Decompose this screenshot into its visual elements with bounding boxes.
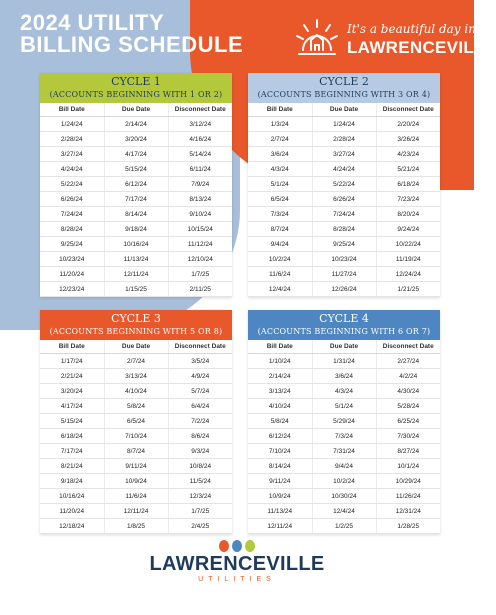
- disconnect-date-cell: 10/1/24: [376, 459, 440, 474]
- bill-date-cell: 2/28/24: [40, 132, 104, 147]
- table-row: [40, 369, 232, 384]
- disconnect-date-cell: 4/30/24: [376, 384, 440, 399]
- due-date-cell: 7/10/24: [104, 429, 168, 444]
- disconnect-date-cell: 2/4/25: [168, 519, 232, 534]
- bill-date-cell: 2/14/24: [248, 369, 312, 384]
- table-row: [248, 474, 440, 489]
- disconnect-date-cell: 4/2/24: [376, 369, 440, 384]
- bill-date-cell: 1/10/24: [248, 354, 312, 369]
- bill-date-cell: 3/6/24: [248, 147, 312, 162]
- disconnect-date-cell: 10/29/24: [376, 474, 440, 489]
- table-row: [40, 282, 232, 297]
- table-row: [248, 177, 440, 192]
- column-header-due-date: Due Date: [104, 340, 168, 354]
- table-row: [40, 177, 232, 192]
- water-drop-icon: [232, 540, 242, 552]
- bill-date-cell: 1/17/24: [40, 354, 104, 369]
- disconnect-date-cell: 7/9/24: [168, 177, 232, 192]
- table-row: [248, 399, 440, 414]
- due-date-cell: 1/8/25: [104, 519, 168, 534]
- table-row: [248, 192, 440, 207]
- cycle-2-header: [248, 73, 440, 103]
- bill-date-cell: 11/20/24: [40, 504, 104, 519]
- table-row: [40, 222, 232, 237]
- disconnect-date-cell: 9/24/24: [376, 222, 440, 237]
- cycle-4-header: [248, 310, 440, 340]
- due-date-cell: 8/7/24: [104, 444, 168, 459]
- disconnect-date-cell: 5/21/24: [376, 162, 440, 177]
- due-date-cell: 5/29/24: [312, 414, 376, 429]
- bill-date-cell: 6/18/24: [40, 429, 104, 444]
- due-date-cell: 5/8/24: [104, 399, 168, 414]
- table-row: [248, 429, 440, 444]
- title-line-2: BILLING SCHEDULE: [20, 32, 244, 57]
- cycle-2-title: CYCLE 2: [319, 75, 369, 88]
- table-row: [40, 384, 232, 399]
- due-date-cell: 11/27/24: [312, 267, 376, 282]
- cycle-4-subtitle: (ACCOUNTS BEGINNING WITH 6 OR 7): [257, 327, 431, 336]
- disconnect-date-cell: 4/23/24: [376, 147, 440, 162]
- disconnect-date-cell: 2/20/24: [376, 117, 440, 132]
- table-row: [40, 267, 232, 282]
- due-date-cell: 3/6/24: [312, 369, 376, 384]
- bill-date-cell: 5/1/24: [248, 177, 312, 192]
- bill-date-cell: 6/5/24: [248, 192, 312, 207]
- disconnect-date-cell: 10/15/24: [168, 222, 232, 237]
- due-date-cell: 12/11/24: [104, 267, 168, 282]
- table-row: [40, 429, 232, 444]
- disconnect-date-cell: 8/6/24: [168, 429, 232, 444]
- bill-date-cell: 8/28/24: [40, 222, 104, 237]
- disconnect-date-cell: 5/7/24: [168, 384, 232, 399]
- due-date-cell: 9/25/24: [312, 237, 376, 252]
- table-row: [248, 519, 440, 534]
- cycle-4-table: [248, 340, 440, 534]
- due-date-cell: 10/2/24: [312, 474, 376, 489]
- due-date-cell: 4/10/24: [104, 384, 168, 399]
- disconnect-date-cell: 12/10/24: [168, 252, 232, 267]
- table-row: [40, 162, 232, 177]
- table-row: [248, 147, 440, 162]
- disconnect-date-cell: 12/24/24: [376, 267, 440, 282]
- disconnect-date-cell: 7/30/24: [376, 429, 440, 444]
- table-row: [40, 132, 232, 147]
- table-row: [40, 474, 232, 489]
- column-header-due-date: Due Date: [312, 103, 376, 117]
- cycle-2-table: [248, 103, 440, 297]
- bill-date-cell: 10/2/24: [248, 252, 312, 267]
- bill-date-cell: 3/27/24: [40, 147, 104, 162]
- disconnect-date-cell: 11/19/24: [376, 252, 440, 267]
- page-title: [20, 12, 243, 56]
- due-date-cell: 4/17/24: [104, 147, 168, 162]
- bill-date-cell: 2/7/24: [248, 132, 312, 147]
- cycle-3-subtitle: (ACCOUNTS BEGINNING WITH 5 OR 8): [49, 327, 223, 336]
- due-date-cell: 9/18/24: [104, 222, 168, 237]
- bill-date-cell: 7/10/24: [248, 444, 312, 459]
- due-date-cell: 11/13/24: [104, 252, 168, 267]
- due-date-cell: 8/28/24: [312, 222, 376, 237]
- bill-date-cell: 1/24/24: [40, 117, 104, 132]
- cycle-2-subtitle: (ACCOUNTS BEGINNING WITH 3 OR 4): [257, 90, 431, 99]
- table-row: [248, 132, 440, 147]
- disconnect-date-cell: 6/18/24: [376, 177, 440, 192]
- disconnect-date-cell: 4/9/24: [168, 369, 232, 384]
- disconnect-date-cell: 12/3/24: [168, 489, 232, 504]
- disconnect-date-cell: 5/14/24: [168, 147, 232, 162]
- bill-date-cell: 10/9/24: [248, 489, 312, 504]
- cycle-1-title: CYCLE 1: [111, 75, 161, 88]
- disconnect-date-cell: 10/8/24: [168, 459, 232, 474]
- disconnect-date-cell: 11/26/24: [376, 489, 440, 504]
- cycle-3-table: [40, 340, 232, 534]
- flame-icon: [219, 540, 229, 552]
- bill-date-cell: 11/20/24: [40, 267, 104, 282]
- bill-date-cell: 11/13/24: [248, 504, 312, 519]
- table-row: [248, 504, 440, 519]
- due-date-cell: 10/16/24: [104, 237, 168, 252]
- due-date-cell: 2/28/24: [312, 132, 376, 147]
- sun-house-icon: [295, 18, 339, 58]
- bill-date-cell: 11/6/24: [248, 267, 312, 282]
- bill-date-cell: 12/18/24: [40, 519, 104, 534]
- bill-date-cell: 3/13/24: [248, 384, 312, 399]
- cycle-3-header: [40, 310, 232, 340]
- bill-date-cell: 2/21/24: [40, 369, 104, 384]
- bill-date-cell: 8/21/24: [40, 459, 104, 474]
- due-date-cell: 9/4/24: [312, 459, 376, 474]
- bill-date-cell: 1/3/24: [248, 117, 312, 132]
- due-date-cell: 7/31/24: [312, 444, 376, 459]
- due-date-cell: 6/5/24: [104, 414, 168, 429]
- bill-date-cell: 9/4/24: [248, 237, 312, 252]
- due-date-cell: 1/2/25: [312, 519, 376, 534]
- table-row: [248, 489, 440, 504]
- brand-name: LAWRENCEVILLE: [149, 553, 325, 575]
- table-row: [40, 237, 232, 252]
- table-row: [248, 444, 440, 459]
- cycle-4-title: CYCLE 4: [319, 312, 369, 325]
- disconnect-date-cell: 11/5/24: [168, 474, 232, 489]
- due-date-cell: 6/12/24: [104, 177, 168, 192]
- brand-subtitle: UTILITIES: [198, 576, 276, 583]
- bill-date-cell: 7/17/24: [40, 444, 104, 459]
- column-header-disconnect-date: Disconnect Date: [376, 103, 440, 117]
- column-header-bill-date: Bill Date: [40, 340, 104, 354]
- column-header-disconnect-date: Disconnect Date: [376, 340, 440, 354]
- column-header-disconnect-date: Disconnect Date: [168, 103, 232, 117]
- disconnect-date-cell: 8/13/24: [168, 192, 232, 207]
- table-row: [40, 399, 232, 414]
- disconnect-date-cell: 9/3/24: [168, 444, 232, 459]
- disconnect-date-cell: 6/11/24: [168, 162, 232, 177]
- table-row: [40, 192, 232, 207]
- bill-date-cell: 7/24/24: [40, 207, 104, 222]
- table-row: [40, 414, 232, 429]
- table-row: [248, 267, 440, 282]
- due-date-cell: 3/13/24: [104, 369, 168, 384]
- table-row: [248, 282, 440, 297]
- due-date-cell: 7/24/24: [312, 207, 376, 222]
- tagline-text: It's a beautiful day in: [347, 22, 476, 36]
- due-date-cell: 6/26/24: [312, 192, 376, 207]
- due-date-cell: 12/4/24: [312, 504, 376, 519]
- due-date-cell: 10/30/24: [312, 489, 376, 504]
- table-row: [248, 459, 440, 474]
- table-row: [40, 207, 232, 222]
- cycle-4-card: [248, 310, 440, 534]
- table-row: [40, 504, 232, 519]
- due-date-cell: 3/20/24: [104, 132, 168, 147]
- cycle-1-card: [40, 73, 232, 297]
- bill-date-cell: 6/26/24: [40, 192, 104, 207]
- table-row: [40, 444, 232, 459]
- table-row: [248, 252, 440, 267]
- table-row: [248, 222, 440, 237]
- bill-date-cell: 12/4/24: [248, 282, 312, 297]
- table-row: [248, 354, 440, 369]
- cycle-1-header: [40, 73, 232, 103]
- column-header-due-date: Due Date: [312, 340, 376, 354]
- table-row: [40, 147, 232, 162]
- disconnect-date-cell: 5/28/24: [376, 399, 440, 414]
- due-date-cell: 8/14/24: [104, 207, 168, 222]
- due-date-cell: 4/3/24: [312, 384, 376, 399]
- bill-date-cell: 5/15/24: [40, 414, 104, 429]
- due-date-cell: 5/15/24: [104, 162, 168, 177]
- bill-date-cell: 8/14/24: [248, 459, 312, 474]
- due-date-cell: 2/14/24: [104, 117, 168, 132]
- electric-bolt-icon: [245, 540, 255, 552]
- table-row: [248, 162, 440, 177]
- bill-date-cell: 7/3/24: [248, 207, 312, 222]
- disconnect-date-cell: 1/7/25: [168, 267, 232, 282]
- disconnect-date-cell: 6/4/24: [168, 399, 232, 414]
- table-row: [248, 207, 440, 222]
- bill-date-cell: 4/17/24: [40, 399, 104, 414]
- disconnect-date-cell: 8/20/24: [376, 207, 440, 222]
- disconnect-date-cell: 11/12/24: [168, 237, 232, 252]
- column-header-disconnect-date: Disconnect Date: [168, 340, 232, 354]
- disconnect-date-cell: 8/27/24: [376, 444, 440, 459]
- bill-date-cell: 8/7/24: [248, 222, 312, 237]
- disconnect-date-cell: 2/11/25: [168, 282, 232, 297]
- due-date-cell: 4/24/24: [312, 162, 376, 177]
- due-date-cell: 7/17/24: [104, 192, 168, 207]
- due-date-cell: 5/1/24: [312, 399, 376, 414]
- due-date-cell: 2/7/24: [104, 354, 168, 369]
- cycle-1-table: [40, 103, 232, 297]
- bill-date-cell: 9/11/24: [248, 474, 312, 489]
- bill-date-cell: 3/20/24: [40, 384, 104, 399]
- disconnect-date-cell: 4/16/24: [168, 132, 232, 147]
- due-date-cell: 12/11/24: [104, 504, 168, 519]
- bill-date-cell: 12/23/24: [40, 282, 104, 297]
- disconnect-date-cell: 3/26/24: [376, 132, 440, 147]
- disconnect-date-cell: 9/10/24: [168, 207, 232, 222]
- table-row: [248, 384, 440, 399]
- disconnect-date-cell: 1/21/25: [376, 282, 440, 297]
- disconnect-date-cell: 10/22/24: [376, 237, 440, 252]
- disconnect-date-cell: 12/31/24: [376, 504, 440, 519]
- table-row: [40, 117, 232, 132]
- cycle-1-subtitle: (ACCOUNTS BEGINNING WITH 1 OR 2): [49, 90, 223, 99]
- disconnect-date-cell: 6/25/24: [376, 414, 440, 429]
- disconnect-date-cell: 7/2/24: [168, 414, 232, 429]
- title-line-1: 2024 UTILITY: [20, 10, 165, 35]
- bill-date-cell: 10/23/24: [40, 252, 104, 267]
- due-date-cell: 5/22/24: [312, 177, 376, 192]
- due-date-cell: 10/23/24: [312, 252, 376, 267]
- due-date-cell: 3/27/24: [312, 147, 376, 162]
- table-row: [248, 369, 440, 384]
- due-date-cell: 1/24/24: [312, 117, 376, 132]
- table-row: [248, 117, 440, 132]
- table-row: [248, 414, 440, 429]
- cycle-3-card: [40, 310, 232, 534]
- due-date-cell: 7/3/24: [312, 429, 376, 444]
- bill-date-cell: 4/10/24: [248, 399, 312, 414]
- table-row: [40, 252, 232, 267]
- table-row: [248, 237, 440, 252]
- bill-date-cell: 5/22/24: [40, 177, 104, 192]
- footer-logo: [0, 540, 474, 584]
- bill-date-cell: 10/16/24: [40, 489, 104, 504]
- due-date-cell: 1/15/25: [104, 282, 168, 297]
- table-row: [40, 459, 232, 474]
- bill-date-cell: 4/3/24: [248, 162, 312, 177]
- disconnect-date-cell: 3/12/24: [168, 117, 232, 132]
- disconnect-date-cell: 7/23/24: [376, 192, 440, 207]
- cycle-2-card: [248, 73, 440, 297]
- column-header-due-date: Due Date: [104, 103, 168, 117]
- column-header-bill-date: Bill Date: [248, 340, 312, 354]
- table-row: [40, 489, 232, 504]
- bill-date-cell: 9/25/24: [40, 237, 104, 252]
- column-header-bill-date: Bill Date: [248, 103, 312, 117]
- disconnect-date-cell: 1/28/25: [376, 519, 440, 534]
- cycle-3-title: CYCLE 3: [111, 312, 161, 325]
- bill-date-cell: 4/24/24: [40, 162, 104, 177]
- disconnect-date-cell: 3/5/24: [168, 354, 232, 369]
- disconnect-date-cell: 2/27/24: [376, 354, 440, 369]
- column-header-bill-date: Bill Date: [40, 103, 104, 117]
- table-row: [40, 354, 232, 369]
- disconnect-date-cell: 1/7/25: [168, 504, 232, 519]
- bill-date-cell: 9/18/24: [40, 474, 104, 489]
- utility-icons: [0, 540, 474, 552]
- due-date-cell: 11/6/24: [104, 489, 168, 504]
- bill-date-cell: 5/8/24: [248, 414, 312, 429]
- due-date-cell: 12/26/24: [312, 282, 376, 297]
- bill-date-cell: 12/11/24: [248, 519, 312, 534]
- due-date-cell: 9/11/24: [104, 459, 168, 474]
- due-date-cell: 10/9/24: [104, 474, 168, 489]
- table-row: [40, 519, 232, 534]
- tagline-city: LAWRENCEVILLE: [347, 38, 496, 57]
- bill-date-cell: 6/12/24: [248, 429, 312, 444]
- due-date-cell: 1/31/24: [312, 354, 376, 369]
